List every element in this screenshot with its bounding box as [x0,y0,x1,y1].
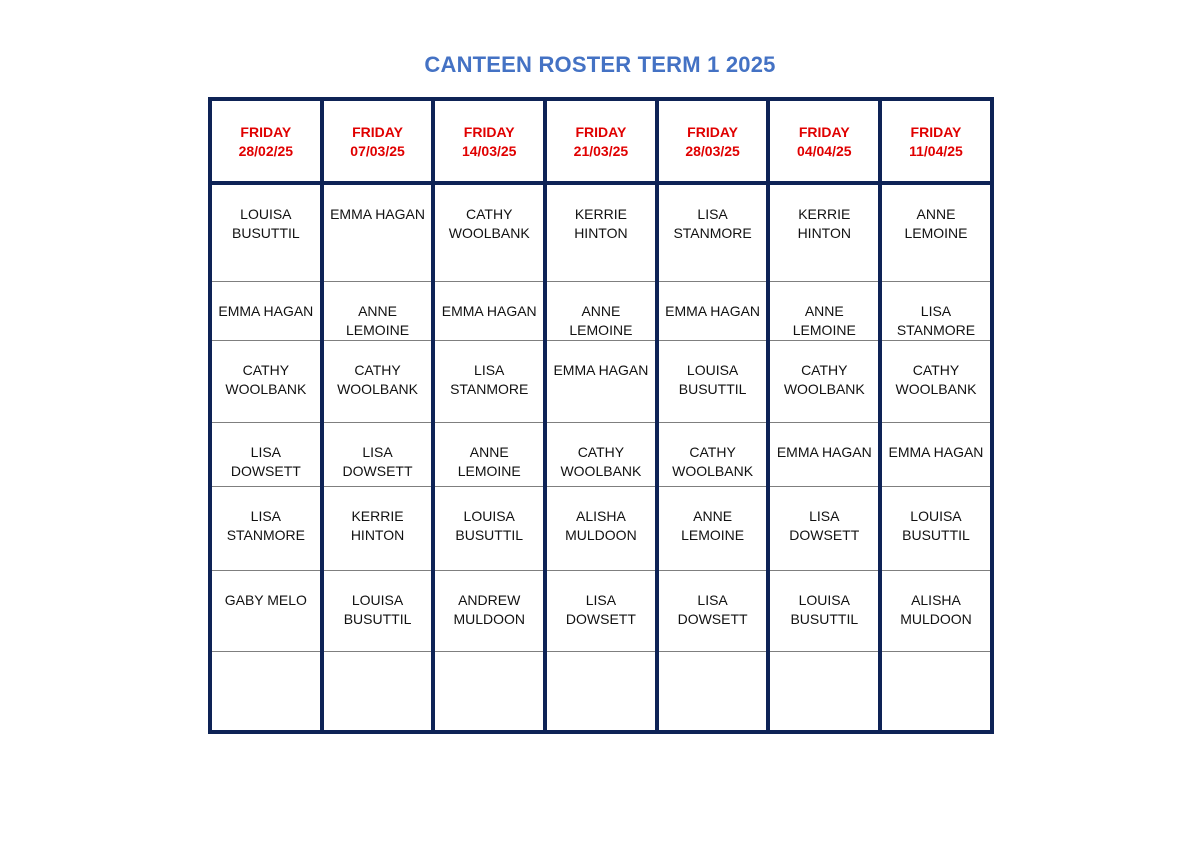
header-date: 21/03/25 [573,143,629,159]
column-header [322,99,434,183]
table-row [210,487,992,571]
header-date: 11/04/25 [909,143,963,159]
roster-cell: EMMA HAGAN [657,282,769,341]
roster-cell: EMMA HAGAN [768,423,880,487]
roster-cell: LOUISA BUSUTTIL [322,571,434,652]
roster-cell: ANDREW MULDOON [433,571,545,652]
roster-cell: EMMA HAGAN [545,341,657,423]
roster-cell: CATHY WOOLBANK [433,183,545,282]
column-header [210,99,322,183]
roster-cell: ANNE LEMOINE [545,282,657,341]
header-date: 28/03/25 [685,143,740,159]
roster-cell-empty [322,652,434,733]
roster-cell: ALISHA MULDOON [880,571,992,652]
roster-cell: LOUISA BUSUTTIL [880,487,992,571]
header-day: FRIDAY [575,124,627,140]
roster-cell: ANNE LEMOINE [880,183,992,282]
roster-cell: ANNE LEMOINE [322,282,434,341]
header-day: FRIDAY [352,124,403,140]
roster-cell: ANNE LEMOINE [768,282,880,341]
column-header [657,99,769,183]
table-row [210,423,992,487]
roster-cell: LISA STANMORE [657,183,769,282]
roster-cell: CATHY WOOLBANK [768,341,880,423]
roster-cell-empty [657,652,769,733]
roster-cell: EMMA HAGAN [210,282,322,341]
roster-cell: KERRIE HINTON [768,183,880,282]
header-day: FRIDAY [240,124,292,140]
header-row [210,99,992,183]
roster-cell: LISA DOWSETT [768,487,880,571]
column-header [545,99,657,183]
column-header [880,99,992,183]
header-day: FRIDAY [687,124,738,140]
table-row [210,652,992,733]
roster-cell: CATHY WOOLBANK [880,341,992,423]
roster-cell-empty [433,652,545,733]
header-date: 07/03/25 [350,143,405,159]
header-date: 14/03/25 [461,143,517,159]
header-date: 28/02/25 [238,143,294,159]
roster-cell: CATHY WOOLBANK [210,341,322,423]
roster-cell: LISA DOWSETT [210,423,322,487]
roster-cell: LISA STANMORE [433,341,545,423]
roster-cell: LISA STANMORE [210,487,322,571]
roster-cell: GABY MELO [210,571,322,652]
roster-cell-empty [768,652,880,733]
header-day: FRIDAY [910,124,962,140]
roster-cell: LISA STANMORE [880,282,992,341]
roster-cell: CATHY WOOLBANK [657,423,769,487]
table-row [210,571,992,652]
roster-cell: CATHY WOOLBANK [545,423,657,487]
page-title: CANTEEN ROSTER TERM 1 2025 [424,52,776,77]
roster-cell: LOUISA BUSUTTIL [210,183,322,282]
roster-cell: LISA DOWSETT [322,423,434,487]
roster-cell: EMMA HAGAN [433,282,545,341]
table-row [210,282,992,341]
roster-cell: KERRIE HINTON [545,183,657,282]
roster-cell: ALISHA MULDOON [545,487,657,571]
roster-cell-empty [545,652,657,733]
roster-cell: LISA DOWSETT [657,571,769,652]
header-day: FRIDAY [798,124,850,140]
column-header [433,99,545,183]
roster-cell: EMMA HAGAN [322,183,434,282]
roster-cell: KERRIE HINTON [322,487,434,571]
roster-cell: ANNE LEMOINE [657,487,769,571]
roster-cell: CATHY WOOLBANK [322,341,434,423]
column-header [768,99,880,183]
roster-cell: EMMA HAGAN [880,423,992,487]
header-day: FRIDAY [463,124,515,140]
roster-cell: LOUISA BUSUTTIL [657,341,769,423]
roster-cell: LISA DOWSETT [545,571,657,652]
roster-cell-empty [210,652,322,733]
roster-cell: ANNE LEMOINE [433,423,545,487]
header-date: 04/04/25 [797,143,852,159]
roster-table [208,97,994,734]
roster-cell: LOUISA BUSUTTIL [768,571,880,652]
roster-cell: LOUISA BUSUTTIL [433,487,545,571]
roster-cell-empty [880,652,992,733]
table-row [210,183,992,282]
table-row [210,341,992,423]
